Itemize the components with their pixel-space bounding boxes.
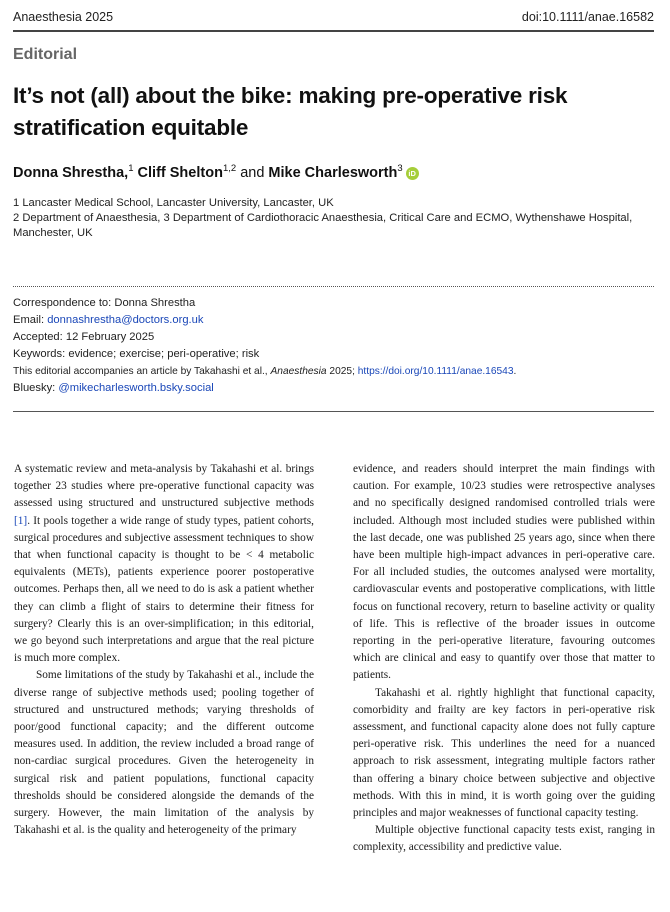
author-affiliation-sup: 1,2 bbox=[222, 163, 237, 174]
orcid-icon[interactable]: iD bbox=[406, 167, 419, 180]
keywords-line bbox=[13, 346, 653, 363]
keywords-value: evidence; exercise; peri-operative; risk bbox=[68, 348, 260, 360]
accepted-label: Accepted: bbox=[13, 331, 63, 343]
note-text: This editorial accompanies an article by Takahashi et al., bbox=[13, 366, 268, 377]
body-column-right bbox=[353, 461, 655, 857]
note-journal: Anaesthesia bbox=[270, 366, 327, 377]
companion-article-link[interactable]: https://doi.org/10.1111/anae.16543 bbox=[357, 366, 514, 377]
author-list bbox=[13, 163, 419, 181]
body-paragraph: evidence, and readers should interpret the main findings with caution. For example, 10/23 studies were retrospective analyses and no specifically designed randomised controlled trials were included. Although most included studies were published within the last decade, one was published 25 years ago, since when there have been multiple high-impact advances in peri-operative care. For all included studies, the outcomes analysed were mortality, cardiovascular events and postoperative complications, with little focus on functional recovery, return to baseline activity or quality of life. This is reflective of the broader issues in outcome reporting in the peri-operative literature, favouring outcomes which are clinical and easy to quantify over those that matter to patients. bbox=[353, 463, 655, 682]
paragraph-text: A systematic review and meta-analysis by Takahashi et al. brings together 23 studies where pre-operative functional capacity was assessed using structured and unstructured subjective methods bbox=[14, 463, 314, 510]
doi-label: doi:10.1111/anae.16582 bbox=[521, 10, 654, 24]
correspondence-block bbox=[13, 295, 653, 397]
body-paragraph: Some limitations of the study by Takahashi et al., include the diverse range of subjective methods used; pooling together of structured and unstructured methods; varying thresholds of poor/good functional capacity; and the different outcome measures used. In addition, the review included a broad range of non-cardiac surgical procedures. Given the heterogeneity in surgical risk and patient populations, functional capacity thresholds should be considered alongside the demands of the surgery. However, the main limitation of the analysis by Takahashi et al. is the quality and heterogeneity of the primary bbox=[14, 669, 314, 837]
companion-note bbox=[13, 363, 653, 380]
running-header bbox=[13, 10, 654, 24]
email-line bbox=[13, 312, 653, 329]
keywords-label: Keywords: bbox=[13, 348, 66, 360]
affiliation-line: 1 Lancaster Medical School, Lancaster University, Lancaster, UK bbox=[13, 197, 334, 209]
note-end: . bbox=[513, 366, 517, 377]
affiliation-line: 2 Department of Anaesthesia, 3 Department of Cardiothoracic Anaesthesia, Critical Care and ECMO, Wythenshawe Hospital, Manchester, UK bbox=[13, 212, 633, 239]
body-column-left bbox=[14, 461, 314, 839]
author-name: Mike Charlesworth bbox=[268, 164, 398, 181]
correspondence-name: Donna Shrestha bbox=[114, 297, 196, 309]
email-link[interactable]: donnashrestha@doctors.org.uk bbox=[47, 314, 204, 326]
author-name: Cliff Shelton bbox=[137, 164, 223, 181]
bluesky-line bbox=[13, 380, 653, 397]
section-label: Editorial bbox=[13, 46, 78, 63]
affiliations bbox=[13, 196, 658, 241]
front-matter-rule bbox=[13, 411, 654, 412]
body-paragraph: Takahashi et al. rightly highlight that functional capacity, comorbidity and frailty are key factors in peri-operative risk assessment, and functional capacity alone does not fully capture peri-operative risk. This underlines the need for a nuanced approach to risk assessment, integrating multiple factors rather than offering a binary choice between subjective and objective methods. With this in mind, it is worth going over the guiding principles and major weaknesses of functional capacity testing. bbox=[353, 686, 655, 820]
author-affiliation-sup: 3 bbox=[397, 163, 403, 174]
note-year: 2025; bbox=[329, 366, 355, 377]
bluesky-label: Bluesky: bbox=[13, 382, 56, 394]
author-affiliation-sup: 1 bbox=[128, 163, 134, 174]
paragraph-text: . It pools together a wide range of study types, patient cohorts, surgical procedures and subjective assessment techniques to show that when functional capacity is thought to be < 4 metabolic equivalents (METs), patients experience poorer postoperative outcomes. Perhaps then, all we need to do is ask a patient whether they can climb a flight of stairs to determine their fitness for surgery? Clearly this is an over-simplification; in this editorial, we go beyond such interpretations and argue that the real picture is much more complex. bbox=[14, 514, 314, 665]
article-title: It’s not (all) about the bike: making pre-operative risk stratification equitable bbox=[13, 83, 568, 140]
author-name: Donna Shrestha, bbox=[13, 164, 129, 181]
accepted-line bbox=[13, 329, 653, 346]
body-paragraph: Multiple objective functional capacity tests exist, ranging in complexity, accessibility and predictive value. bbox=[353, 824, 655, 854]
authors-conjunction: and bbox=[240, 164, 265, 181]
correspondence-label: Correspondence to: bbox=[13, 297, 112, 309]
journal-name: Anaesthesia 2025 bbox=[13, 10, 114, 24]
dotted-divider bbox=[13, 286, 654, 287]
body-paragraph bbox=[14, 461, 314, 667]
reference-link[interactable]: [1] bbox=[14, 514, 28, 527]
correspondence-line bbox=[13, 295, 653, 312]
email-label: Email: bbox=[13, 314, 45, 326]
header-rule bbox=[13, 30, 654, 32]
bluesky-link[interactable]: @mikecharlesworth.bsky.social bbox=[58, 382, 214, 394]
accepted-date: 12 February 2025 bbox=[65, 331, 155, 343]
